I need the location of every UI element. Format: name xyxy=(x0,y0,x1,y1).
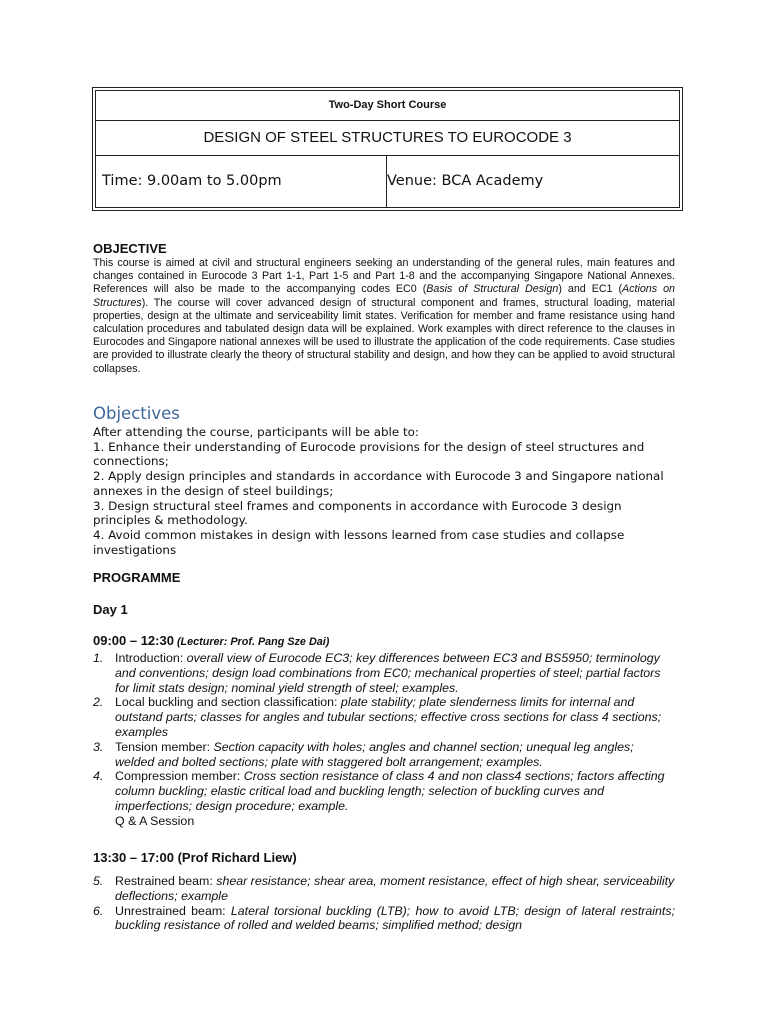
course-header-table xyxy=(92,87,683,211)
topic-item: 6. Unrestrained beam: Lateral torsional buckling (LTB); how to avoid LTB; design of lateral restraints; buckling resistance of rolled and welded beams; simplified method; design xyxy=(93,903,675,933)
objective-item: 3. Design structural steel frames and components in accordance with Eurocode 3 design principles & methodology. xyxy=(93,498,622,528)
objectives-title: Objectives xyxy=(93,404,180,423)
course-title: DESIGN OF STEEL STRUCTURES TO EUROCODE 3 xyxy=(96,121,679,156)
session1-heading: 09:00 – 12:30 (Lecturer: Prof. Pang Sze Dai) xyxy=(93,633,330,648)
session1-lecturer: (Lecturer: Prof. Pang Sze Dai) xyxy=(176,636,330,648)
course-time: Time: 9.00am to 5.00pm xyxy=(96,156,387,207)
objective-item: 1. Enhance their understanding of Eurocode provisions for the design of steel structures and connections; xyxy=(93,439,645,469)
topic-item: 3. Tension member: Section capacity with holes; angles and channel section; unequal leg angles; welded and bolted sections; plate with staggered bolt arrangement; examples. xyxy=(93,739,634,769)
course-type: Two-Day Short Course xyxy=(96,91,679,121)
topic-item: 4. Compression member: Cross section resistance of class 4 and non class4 sections; factors affecting column buckling; elastic critical load and buckling length; selection of buckling curves and imperfections; design procedure; example. xyxy=(93,769,665,813)
topic-item: 2. Local buckling and section classification: plate stability; plate slenderness limits for internal and outstand parts; classes for angles and tubular sections; effective cross sections for class 4 sections; examples xyxy=(93,695,662,739)
objectives-intro: After attending the course, participants will be able to: xyxy=(93,425,419,439)
day-heading: Day 1 xyxy=(93,602,128,617)
programme-heading: PROGRAMME xyxy=(93,570,181,585)
objective-paragraph: This course is aimed at civil and structural engineers seeking an understanding of the general rules, main features and changes contained in Eurocode 3 Part 1-1, Part 1-5 and Part 1-8 and the accompanying Singapore National Annexes. References will also be made to the accompanying codes EC0 (Basis of Structural Design) and EC1 (Actions on Structures). The course will cover advanced design of structural component and frames, structural loading, material properties, design at the ultimate and serviceability limit states. Verification for member and frame resistance using hand calculation procedures and tabulated design data will be explained. Work examples with direct reference to the clauses in Eurocodes and Singapore national annexes will be used to illustrate the application of the code requirements. Case studies are provided to illustrate clearly the theory of structural stability and design, and how they can be applied to avoid structural collapses. xyxy=(93,257,675,375)
topic-item: 1. Introduction: overall view of Eurocode EC3; key differences between EC3 and BS5950; terminology and conventions; design load combinations from EC0; mechanical properties of steel; partial factors for limit stats design; nominal yield strength of steel; examples. xyxy=(93,651,661,695)
qa-session: Q & A Session xyxy=(115,813,195,828)
session2-topics xyxy=(93,874,675,933)
session1-topics xyxy=(93,651,675,829)
objectives-list xyxy=(93,425,675,557)
course-venue: Venue: BCA Academy xyxy=(387,173,544,189)
topic-item: 5. Restrained beam: shear resistance; shear area, moment resistance, effect of high shear, serviceability deflections; example xyxy=(93,874,675,903)
session2-heading: 13:30 – 17:00 (Prof Richard Liew) xyxy=(93,850,297,865)
objective-heading: OBJECTIVE xyxy=(93,241,167,256)
objective-item: 4. Avoid common mistakes in design with lessons learned from case studies and collapse investigations xyxy=(93,527,625,557)
objective-item: 2. Apply design principles and standards in accordance with Eurocode 3 and Singapore national annexes in the design of steel buildings; xyxy=(93,469,664,498)
